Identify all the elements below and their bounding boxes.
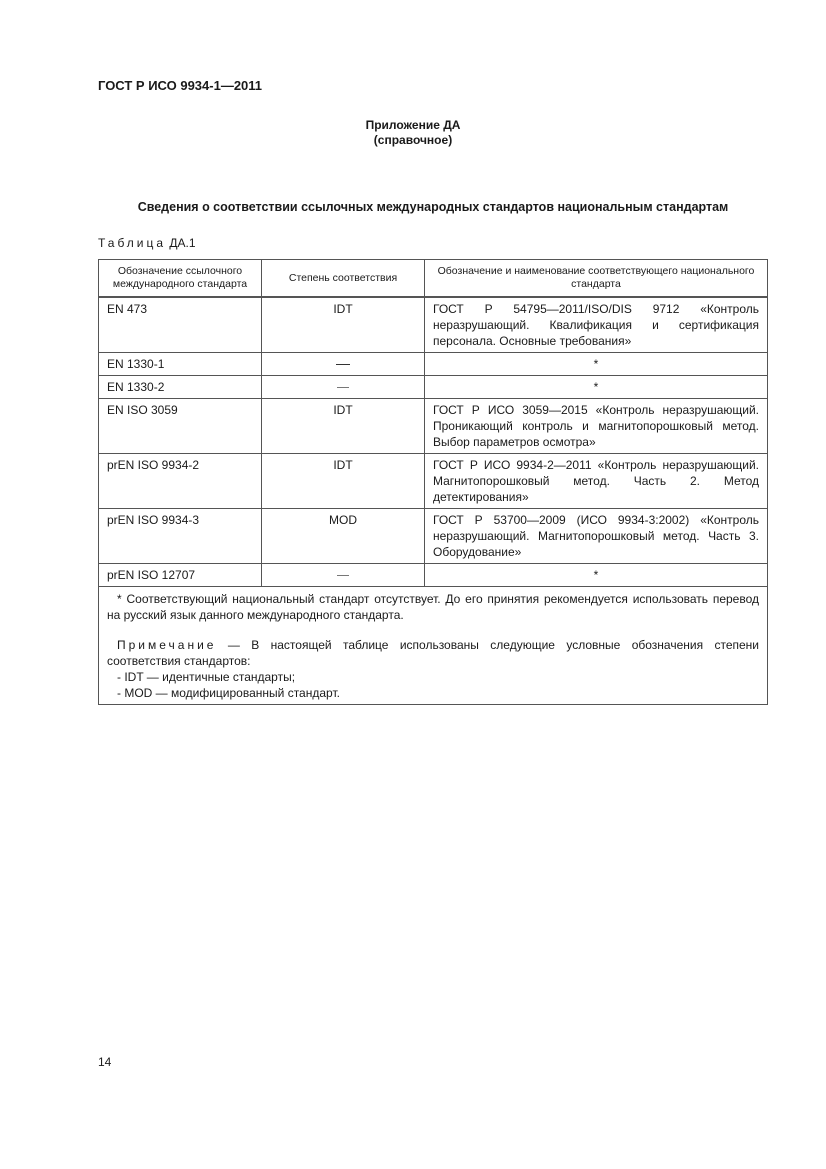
cell-ref: EN ISO 3059 [99, 399, 262, 454]
cell-degree [262, 564, 425, 587]
table-row [99, 353, 768, 376]
table-caption-prefix: Таблица [98, 236, 167, 250]
header-national: Обозначение и наименование соответствующего национального стандарта [425, 260, 768, 298]
cell-national: * [425, 353, 768, 376]
note-label: Примечание [117, 638, 217, 652]
table-row [99, 297, 768, 353]
cell-degree: IDT [262, 297, 425, 353]
section-title: Сведения о соответствии ссылочных международных стандартов национальным стандартам [137, 200, 729, 214]
table-row [99, 454, 768, 509]
table-row [99, 399, 768, 454]
cell-national: * [425, 376, 768, 399]
note-text: — В настоящей таблице использованы следующие условные обозначения степени соответствия стандартов: [107, 638, 759, 668]
cell-ref: EN 1330-2 [99, 376, 262, 399]
page-number: 14 [98, 1055, 112, 1069]
cell-degree [262, 376, 425, 399]
cell-degree: IDT [262, 399, 425, 454]
table-row [99, 564, 768, 587]
cell-national: ГОСТ Р 54795—2011/ISO/DIS 9712 «Контроль неразрушающий. Квалификация и сертификация персонала. Основные требования» [425, 297, 768, 353]
header-degree: Степень соответствия [262, 260, 425, 298]
em-dash-mark [337, 575, 349, 576]
cell-national: ГОСТ Р ИСО 9934-2—2011 «Контроль неразрушающий. Магнитопорошковый метод. Часть 2. Метод детектирования» [425, 454, 768, 509]
table-caption-number: ДА.1 [169, 236, 196, 250]
note-item: - MOD — модифицированный стандарт. [117, 686, 340, 700]
table-notes-row [99, 587, 768, 705]
table-notes [99, 587, 768, 705]
table-row [99, 509, 768, 564]
cell-ref: prEN ISO 9934-2 [99, 454, 262, 509]
cell-ref: EN 1330-1 [99, 353, 262, 376]
cell-ref: prEN ISO 9934-3 [99, 509, 262, 564]
note [107, 637, 759, 669]
appendix-heading [0, 118, 826, 148]
cell-ref: EN 473 [99, 297, 262, 353]
cell-degree: IDT [262, 454, 425, 509]
appendix-title: Приложение ДА [365, 118, 461, 132]
header-ref: Обозначение ссылочного международного стандарта [99, 260, 262, 298]
appendix-subtitle: (справочное) [373, 133, 453, 147]
table-caption [98, 236, 196, 250]
footnote: * Соответствующий национальный стандарт отсутствует. До его принятия рекомендуется использовать перевод на русский язык данного международного стандарта. [107, 592, 759, 622]
em-dash-mark [336, 364, 350, 365]
cell-national: * [425, 564, 768, 587]
table-header-row [99, 260, 768, 298]
note-item: - IDT — идентичные стандарты; [117, 670, 296, 684]
cell-national: ГОСТ Р 53700—2009 (ИСО 9934-3:2002) «Контроль неразрушающий. Магнитопорошковый метод. Часть 3. Оборудование» [425, 509, 768, 564]
standards-table [98, 259, 768, 705]
document-header: ГОСТ Р ИСО 9934-1—2011 [98, 78, 263, 93]
table-row [99, 376, 768, 399]
em-dash-mark [337, 387, 349, 388]
cell-degree [262, 353, 425, 376]
cell-ref: prEN ISO 12707 [99, 564, 262, 587]
cell-national: ГОСТ Р ИСО 3059—2015 «Контроль неразрушающий. Проникающий контроль и магнитопорошковый метод. Выбор параметров осмотра» [425, 399, 768, 454]
cell-degree: MOD [262, 509, 425, 564]
